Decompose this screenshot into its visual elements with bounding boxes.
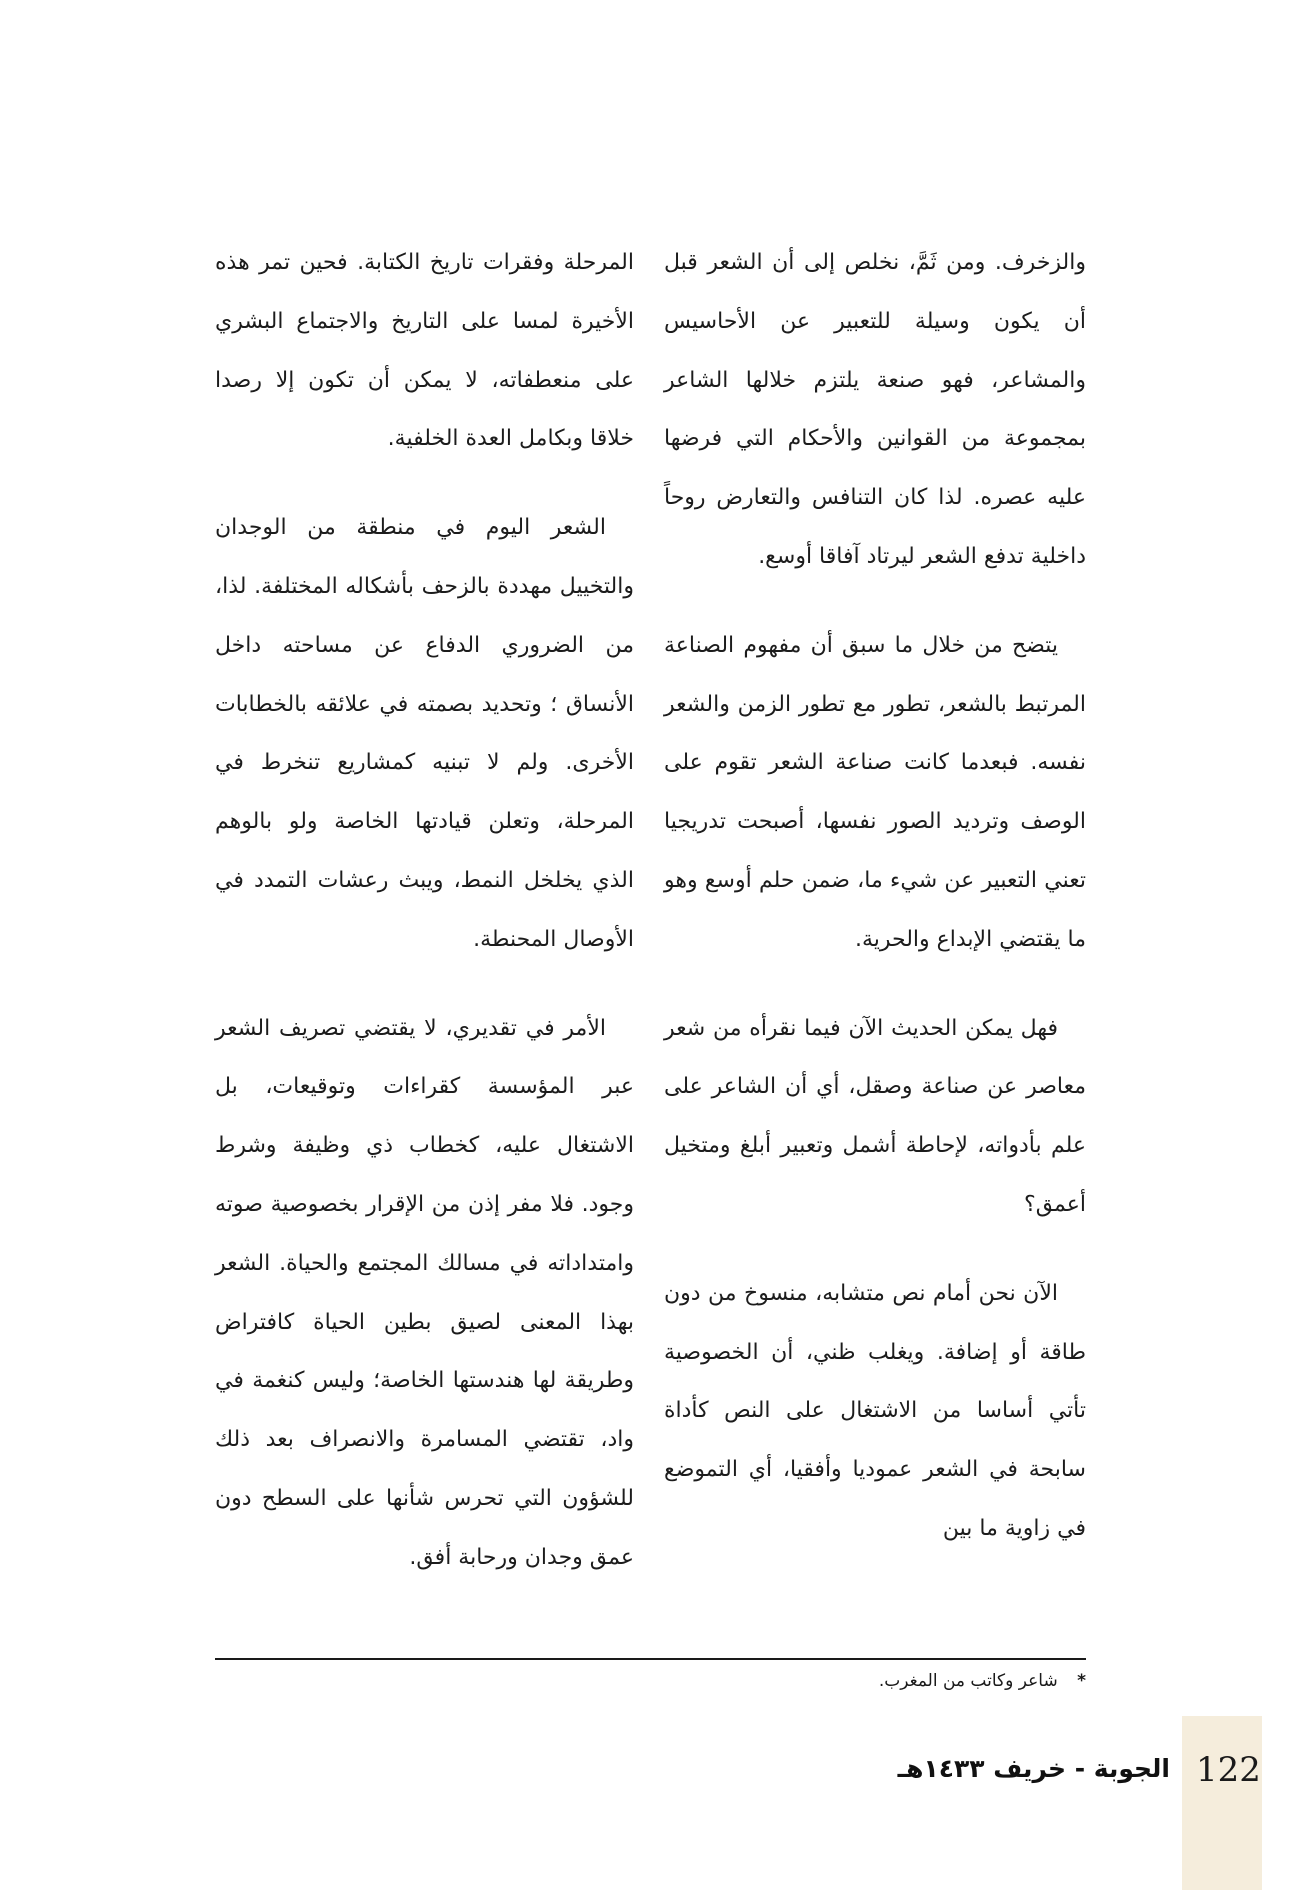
footnote-divider (215, 1658, 1086, 1660)
page-number-tab (1182, 1716, 1262, 1890)
article-column-left (215, 234, 634, 1618)
footnote (700, 1671, 1086, 1691)
article-column-right (664, 234, 1086, 1589)
paragraph: الآن نحن أمام نص متشابه، منسوخ من دون طاقة أو إضافة. ويغلب ظني، أن الخصوصية تأتي أساسا من الاشتغال على النص كأداة سابحة في الشعر عموديا وأفقيا، أي التموضع في زاوية ما بين (664, 1280, 1086, 1541)
footnote-text: شاعر وكاتب من المغرب. (878, 1671, 1058, 1691)
paragraph: والزخرف. ومن ثَمَّ، نخلص إلى أن الشعر قبل أن يكون وسيلة للتعبير عن الأحاسيس والمشاعر، فهو صنعة يلتزم خلالها الشاعر بمجموعة من القوانين والأحكام التي فرضها عليه عصره. لذا كان التنافس والتعارض روحاً داخلية تدفع الشعر ليرتاد آفاقا أوسع. (664, 250, 1086, 569)
paragraph: المرحلة وفقرات تاريخ الكتابة. فحين تمر هذه الأخيرة لمسا على التاريخ والاجتماع البشري على منعطفاته، لا يمكن أن تكون إلا رصدا خلاقا وبكامل العدة الخلفية. (215, 250, 634, 452)
running-title: الجوبة - خريف ١٤٣٣هـ (897, 1754, 1170, 1783)
paragraph: الشعر اليوم في منطقة من الوجدان والتخييل مهددة بالزحف بأشكاله المختلفة. لذا، من الضروري الدفاع عن مساحته داخل الأنساق ؛ وتحديد بصمته في علائقه بالخطابات الأخرى. ولم لا تبنيه كمشاريع تنخرط في المرحلة، وتعلن قيادتها الخاصة ولو بالوهم الذي يخلخل النمط، ويبث رعشات التمدد في الأوصال المحنطة. (215, 515, 634, 952)
footnote-marker: * (1077, 1671, 1086, 1691)
page-number: 122 (1196, 1750, 1261, 1790)
paragraph: فهل يمكن الحديث الآن فيما نقرأه من شعر معاصر عن صناعة وصقل، أي أن الشاعر على علم بأدواته، لإحاطة أشمل وتعبير أبلغ ومتخيل أعمق؟ (664, 1015, 1086, 1217)
paragraph: الأمر في تقديري، لا يقتضي تصريف الشعر عبر المؤسسة كقراءات وتوقيعات، بل الاشتغال عليه، كخطاب ذي وظيفة وشرط وجود. فلا مفر إذن من الإقرار بخصوصية صوته وامتداداته في مسالك المجتمع والحياة. الشعر بهذا المعنى لصيق بطين الحياة كافتراض وطريقة لها هندستها الخاصة؛ وليس كنغمة في واد، تقتضي المسامرة والانصراف بعد ذلك للشؤون التي تحرس شأنها على السطح دون عمق وجدان ورحابة أفق. (215, 1015, 634, 1570)
paragraph: يتضح من خلال ما سبق أن مفهوم الصناعة المرتبط بالشعر، تطور مع تطور الزمن والشعر نفسه. فبعدما كانت صناعة الشعر تقوم على الوصف وترديد الصور نفسها، أصبحت تدريجيا تعني التعبير عن شيء ما، ضمن حلم أوسع وهو ما يقتضي الإبداع والحرية. (664, 632, 1086, 952)
